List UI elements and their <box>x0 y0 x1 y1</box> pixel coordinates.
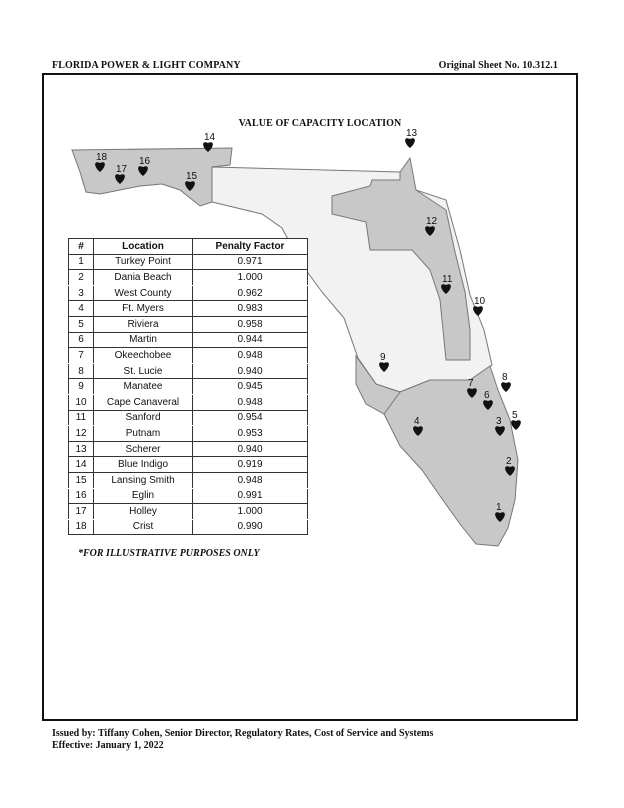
row-number: 1 <box>69 254 94 270</box>
row-location: Cape Canaveral <box>94 394 193 410</box>
illustrative-disclaimer: *FOR ILLUSTRATIVE PURPOSES ONLY <box>78 548 260 559</box>
table-row <box>69 254 308 270</box>
marker-label: 18 <box>96 152 108 163</box>
marker-label: 11 <box>442 274 453 285</box>
row-penalty-factor: 0.940 <box>193 441 308 457</box>
marker-label: 12 <box>426 216 438 227</box>
row-penalty-factor: 0.948 <box>193 472 308 488</box>
row-number: 15 <box>69 472 94 488</box>
row-penalty-factor: 0.991 <box>193 488 308 504</box>
row-location: Riviera <box>94 316 193 332</box>
table-row <box>69 301 308 317</box>
row-penalty-factor: 0.944 <box>193 332 308 348</box>
row-location: Blue Indigo <box>94 457 193 473</box>
sheet-number: Original Sheet No. 10.312.1 <box>438 60 558 71</box>
row-penalty-factor: 1.000 <box>193 270 308 286</box>
row-location: Eglin <box>94 488 193 504</box>
row-location: Dania Beach <box>94 270 193 286</box>
table-row <box>69 457 308 473</box>
marker-label: 9 <box>380 352 386 363</box>
table-row <box>69 332 308 348</box>
row-location: Okeechobee <box>94 348 193 364</box>
marker-label: 8 <box>502 372 508 383</box>
row-location: West County <box>94 285 193 301</box>
marker-label: 17 <box>116 164 128 175</box>
issued-by: Issued by: Tiffany Cohen, Senior Director, Regulatory Rates, Cost of Service and Systems <box>52 728 434 739</box>
row-number: 16 <box>69 488 94 504</box>
heart-marker-icon <box>405 138 415 148</box>
marker-label: 3 <box>496 416 502 427</box>
heart-marker-icon <box>501 382 511 392</box>
marker-label: 6 <box>484 390 490 401</box>
table-row <box>69 519 308 535</box>
row-number: 14 <box>69 457 94 473</box>
row-number: 3 <box>69 285 94 301</box>
row-number: 12 <box>69 426 94 442</box>
table-row <box>69 363 308 379</box>
marker-label: 7 <box>468 378 474 389</box>
table-row <box>69 504 308 520</box>
row-number: 4 <box>69 301 94 317</box>
table-row <box>69 316 308 332</box>
marker-label: 2 <box>506 456 512 467</box>
table-row <box>69 488 308 504</box>
row-penalty-factor: 0.954 <box>193 410 308 426</box>
col-header-penalty-factor: Penalty Factor <box>193 239 308 255</box>
row-location: Crist <box>94 519 193 535</box>
row-location: Scherer <box>94 441 193 457</box>
marker-label: 5 <box>512 410 518 421</box>
row-location: Manatee <box>94 379 193 395</box>
row-penalty-factor: 0.940 <box>193 363 308 379</box>
row-penalty-factor: 0.958 <box>193 316 308 332</box>
table-row <box>69 270 308 286</box>
penalty-factor-table <box>68 238 308 535</box>
table-row <box>69 379 308 395</box>
row-penalty-factor: 0.948 <box>193 348 308 364</box>
marker-label: 16 <box>139 156 151 167</box>
marker-label: 15 <box>186 171 198 182</box>
table-row <box>69 410 308 426</box>
row-number: 9 <box>69 379 94 395</box>
row-location: Turkey Point <box>94 254 193 270</box>
row-number: 11 <box>69 410 94 426</box>
table-row <box>69 348 308 364</box>
row-location: Putnam <box>94 426 193 442</box>
row-number: 6 <box>69 332 94 348</box>
table-row <box>69 441 308 457</box>
row-penalty-factor: 0.971 <box>193 254 308 270</box>
row-number: 8 <box>69 363 94 379</box>
marker-label: 13 <box>406 128 418 139</box>
col-header-location: Location <box>94 239 193 255</box>
table-header-row <box>69 239 308 255</box>
marker-label: 1 <box>496 502 502 513</box>
row-number: 10 <box>69 394 94 410</box>
row-location: Sanford <box>94 410 193 426</box>
row-number: 13 <box>69 441 94 457</box>
row-number: 5 <box>69 316 94 332</box>
row-location: St. Lucie <box>94 363 193 379</box>
row-penalty-factor: 0.990 <box>193 519 308 535</box>
row-penalty-factor: 0.945 <box>193 379 308 395</box>
row-location: Lansing Smith <box>94 472 193 488</box>
row-penalty-factor: 0.948 <box>193 394 308 410</box>
row-penalty-factor: 0.983 <box>193 301 308 317</box>
table-row <box>69 394 308 410</box>
site-marker <box>511 410 521 430</box>
row-number: 7 <box>69 348 94 364</box>
row-location: Martin <box>94 332 193 348</box>
marker-label: 14 <box>204 132 216 143</box>
table-row <box>69 285 308 301</box>
table-row <box>69 426 308 442</box>
row-penalty-factor: 0.919 <box>193 457 308 473</box>
effective-date: Effective: January 1, 2022 <box>52 740 164 751</box>
row-number: 17 <box>69 504 94 520</box>
table-row <box>69 472 308 488</box>
row-penalty-factor: 0.953 <box>193 426 308 442</box>
marker-label: 10 <box>474 296 486 307</box>
row-location: Ft. Myers <box>94 301 193 317</box>
row-penalty-factor: 1.000 <box>193 504 308 520</box>
company-name: FLORIDA POWER & LIGHT COMPANY <box>52 60 241 71</box>
col-header-number: # <box>69 239 94 255</box>
site-marker <box>501 372 511 392</box>
marker-label: 4 <box>414 416 420 427</box>
row-number: 18 <box>69 519 94 535</box>
site-marker <box>405 128 417 148</box>
heart-marker-icon <box>511 420 521 430</box>
row-number: 2 <box>69 270 94 286</box>
row-penalty-factor: 0.962 <box>193 285 308 301</box>
row-location: Holley <box>94 504 193 520</box>
map-title: VALUE OF CAPACITY LOCATION <box>238 118 402 129</box>
